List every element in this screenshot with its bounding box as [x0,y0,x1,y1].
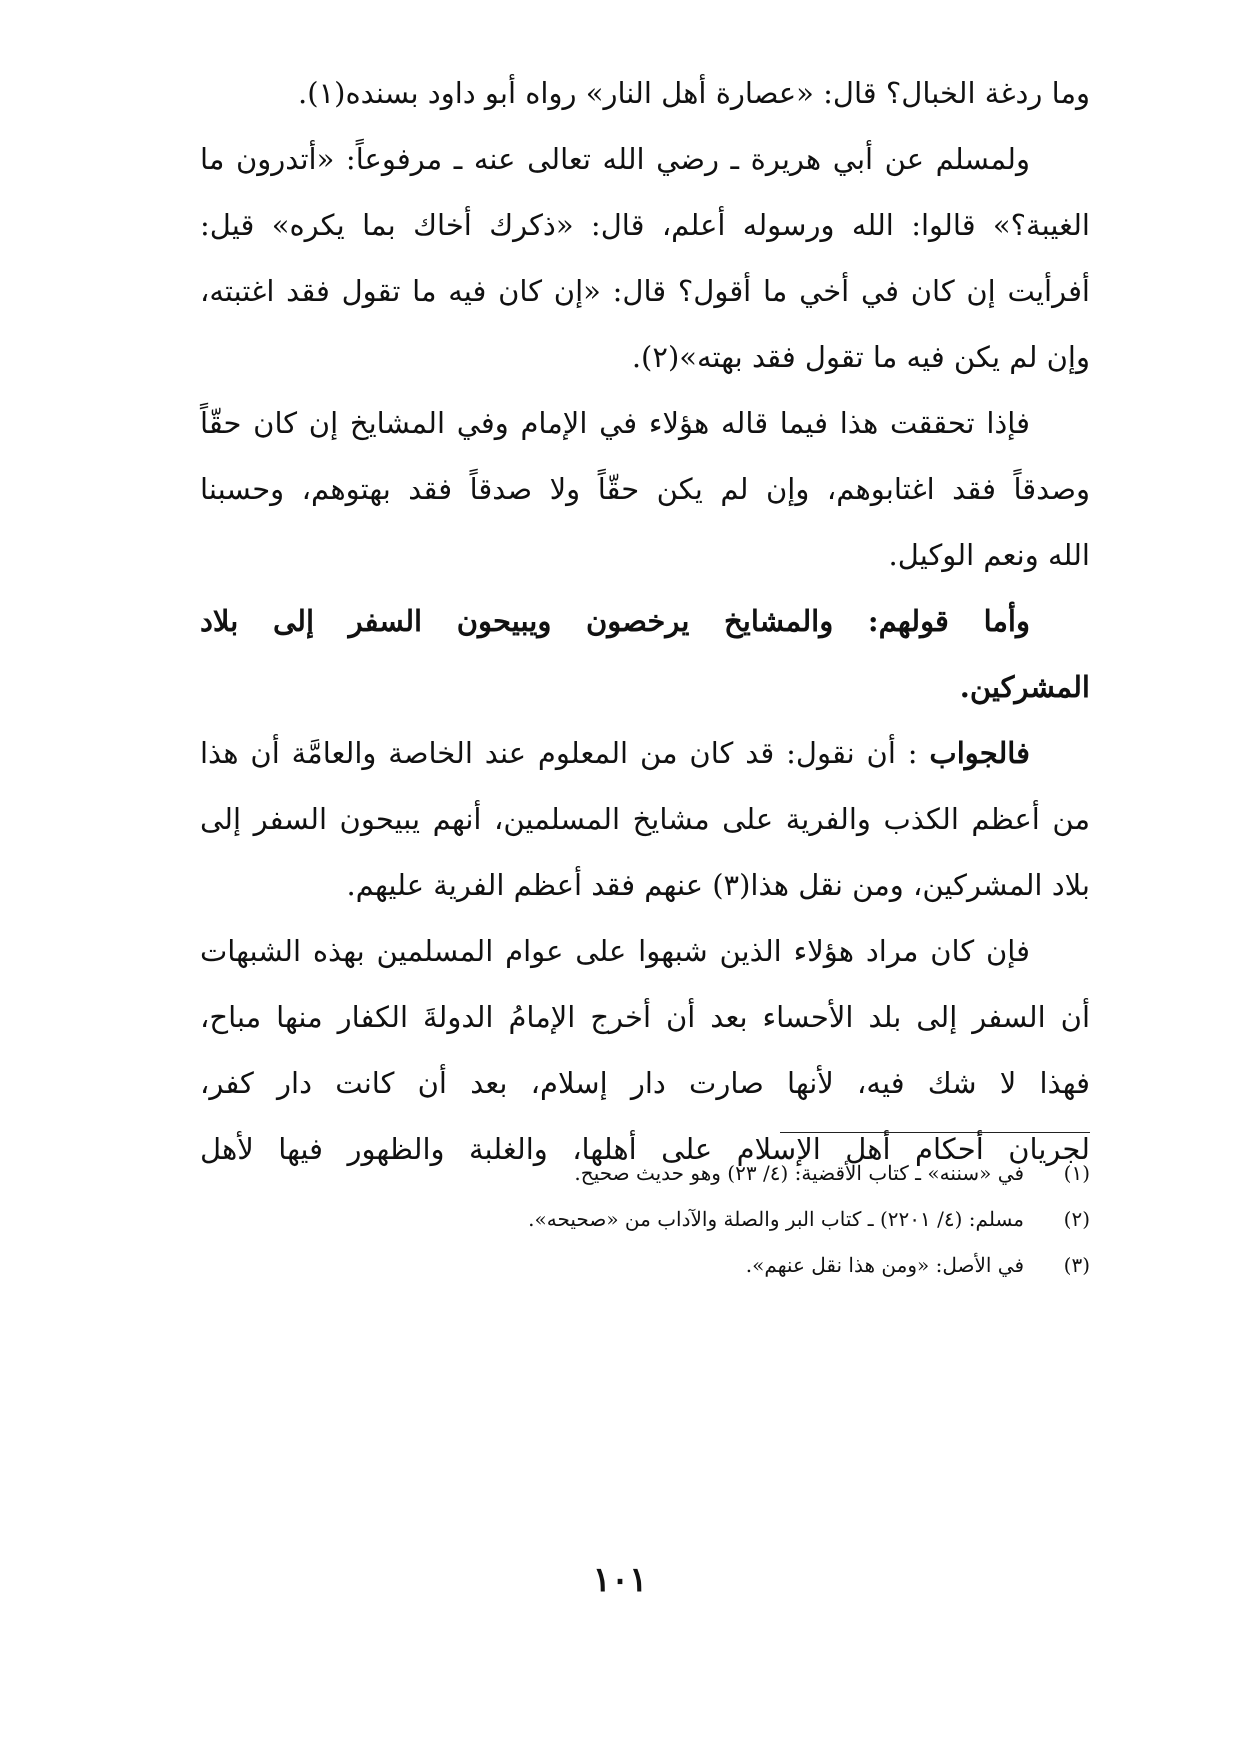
text-line: فإن كان مراد هؤلاء الذين شبهوا على عوام المسلمين بهذه الشبهات [200,934,1030,968]
text-line: وإن لم يكن فيه ما تقول فقد بهته»(٢). [631,340,1090,374]
text-line: الله ونعم الوكيل. [888,538,1090,572]
footnote-number: (١) [1063,1161,1090,1185]
text-line: وما ردغة الخبال؟ قال: «عصارة أهل النار» رواه أبو داود بسنده(١). [298,76,1090,110]
page-number: ١٠١ [592,1560,648,1600]
footnote-text: مسلم: (٤/ ٢٢٠١) ـ كتاب البر والصلة والآداب من «صحيحه». [528,1207,1024,1231]
text-line: الغيبة؟» قالوا: الله ورسوله أعلم، قال: «ذكرك أخاك بما يكره» قيل: [200,208,1090,242]
text-line: ولمسلم عن أبي هريرة ـ رضي الله تعالى عنه ـ مرفوعاً: «أتدرون ما [200,142,1030,176]
text-line: فهذا لا شك فيه، لأنها صارت دار إسلام، بعد أن كانت دار كفر، [200,1066,1090,1100]
text-line: أفرأيت إن كان في أخي ما أقول؟ قال: «إن كان فيه ما تقول فقد اغتبته، [200,274,1090,308]
text-line [200,720,1090,786]
footnote-number: (٢) [1063,1207,1090,1231]
footnote-divider [780,1132,1090,1133]
text-line: فإذا تحققت هذا فيما قاله هؤلاء في الإمام وفي المشايخ إن كان حقّاً [200,406,1030,440]
text-line: وصدقاً فقد اغتابوهم، وإن لم يكن حقّاً ولا صدقاً فقد بهتوهم، وحسبنا [200,472,1090,506]
main-text [200,60,1090,1182]
footnotes [300,1150,1090,1288]
heading-line: وأما قولهم: والمشايخ يرخصون ويبيحون السفر إلى بلاد [200,604,1030,638]
text-line: لجريان أحكام أهل الإسلام على أهلها، والغلبة والظهور فيها لأهل [200,1132,1090,1166]
answer-label: فالجواب [929,736,1030,770]
text-line: أن السفر إلى بلد الأحساء بعد أن أخرج الإمامُ الدولةَ الكفار منها مباح، [200,1000,1090,1034]
footnote-text: في الأصل: «ومن هذا نقل عنهم». [745,1253,1024,1277]
text-line: من أعظم الكذب والفرية على مشايخ المسلمين، أنهم يبيحون السفر إلى [200,802,1090,836]
answer-text: : أن نقول: قد كان من المعلوم عند الخاصة والعامَّة أن هذا [200,736,918,770]
footnote-number: (٣) [1063,1253,1090,1277]
footnote [300,1242,1090,1288]
text-line: بلاد المشركين، ومن نقل هذا(٣) عنهم فقد أعظم الفرية عليهم. [346,868,1090,902]
heading-line: المشركين. [959,670,1090,704]
footnote [300,1196,1090,1242]
footnote [300,1150,1090,1196]
footnote-text: في «سننه» ـ كتاب الأقضية: (٤/ ٢٣) وهو حديث صحيح. [574,1161,1024,1185]
